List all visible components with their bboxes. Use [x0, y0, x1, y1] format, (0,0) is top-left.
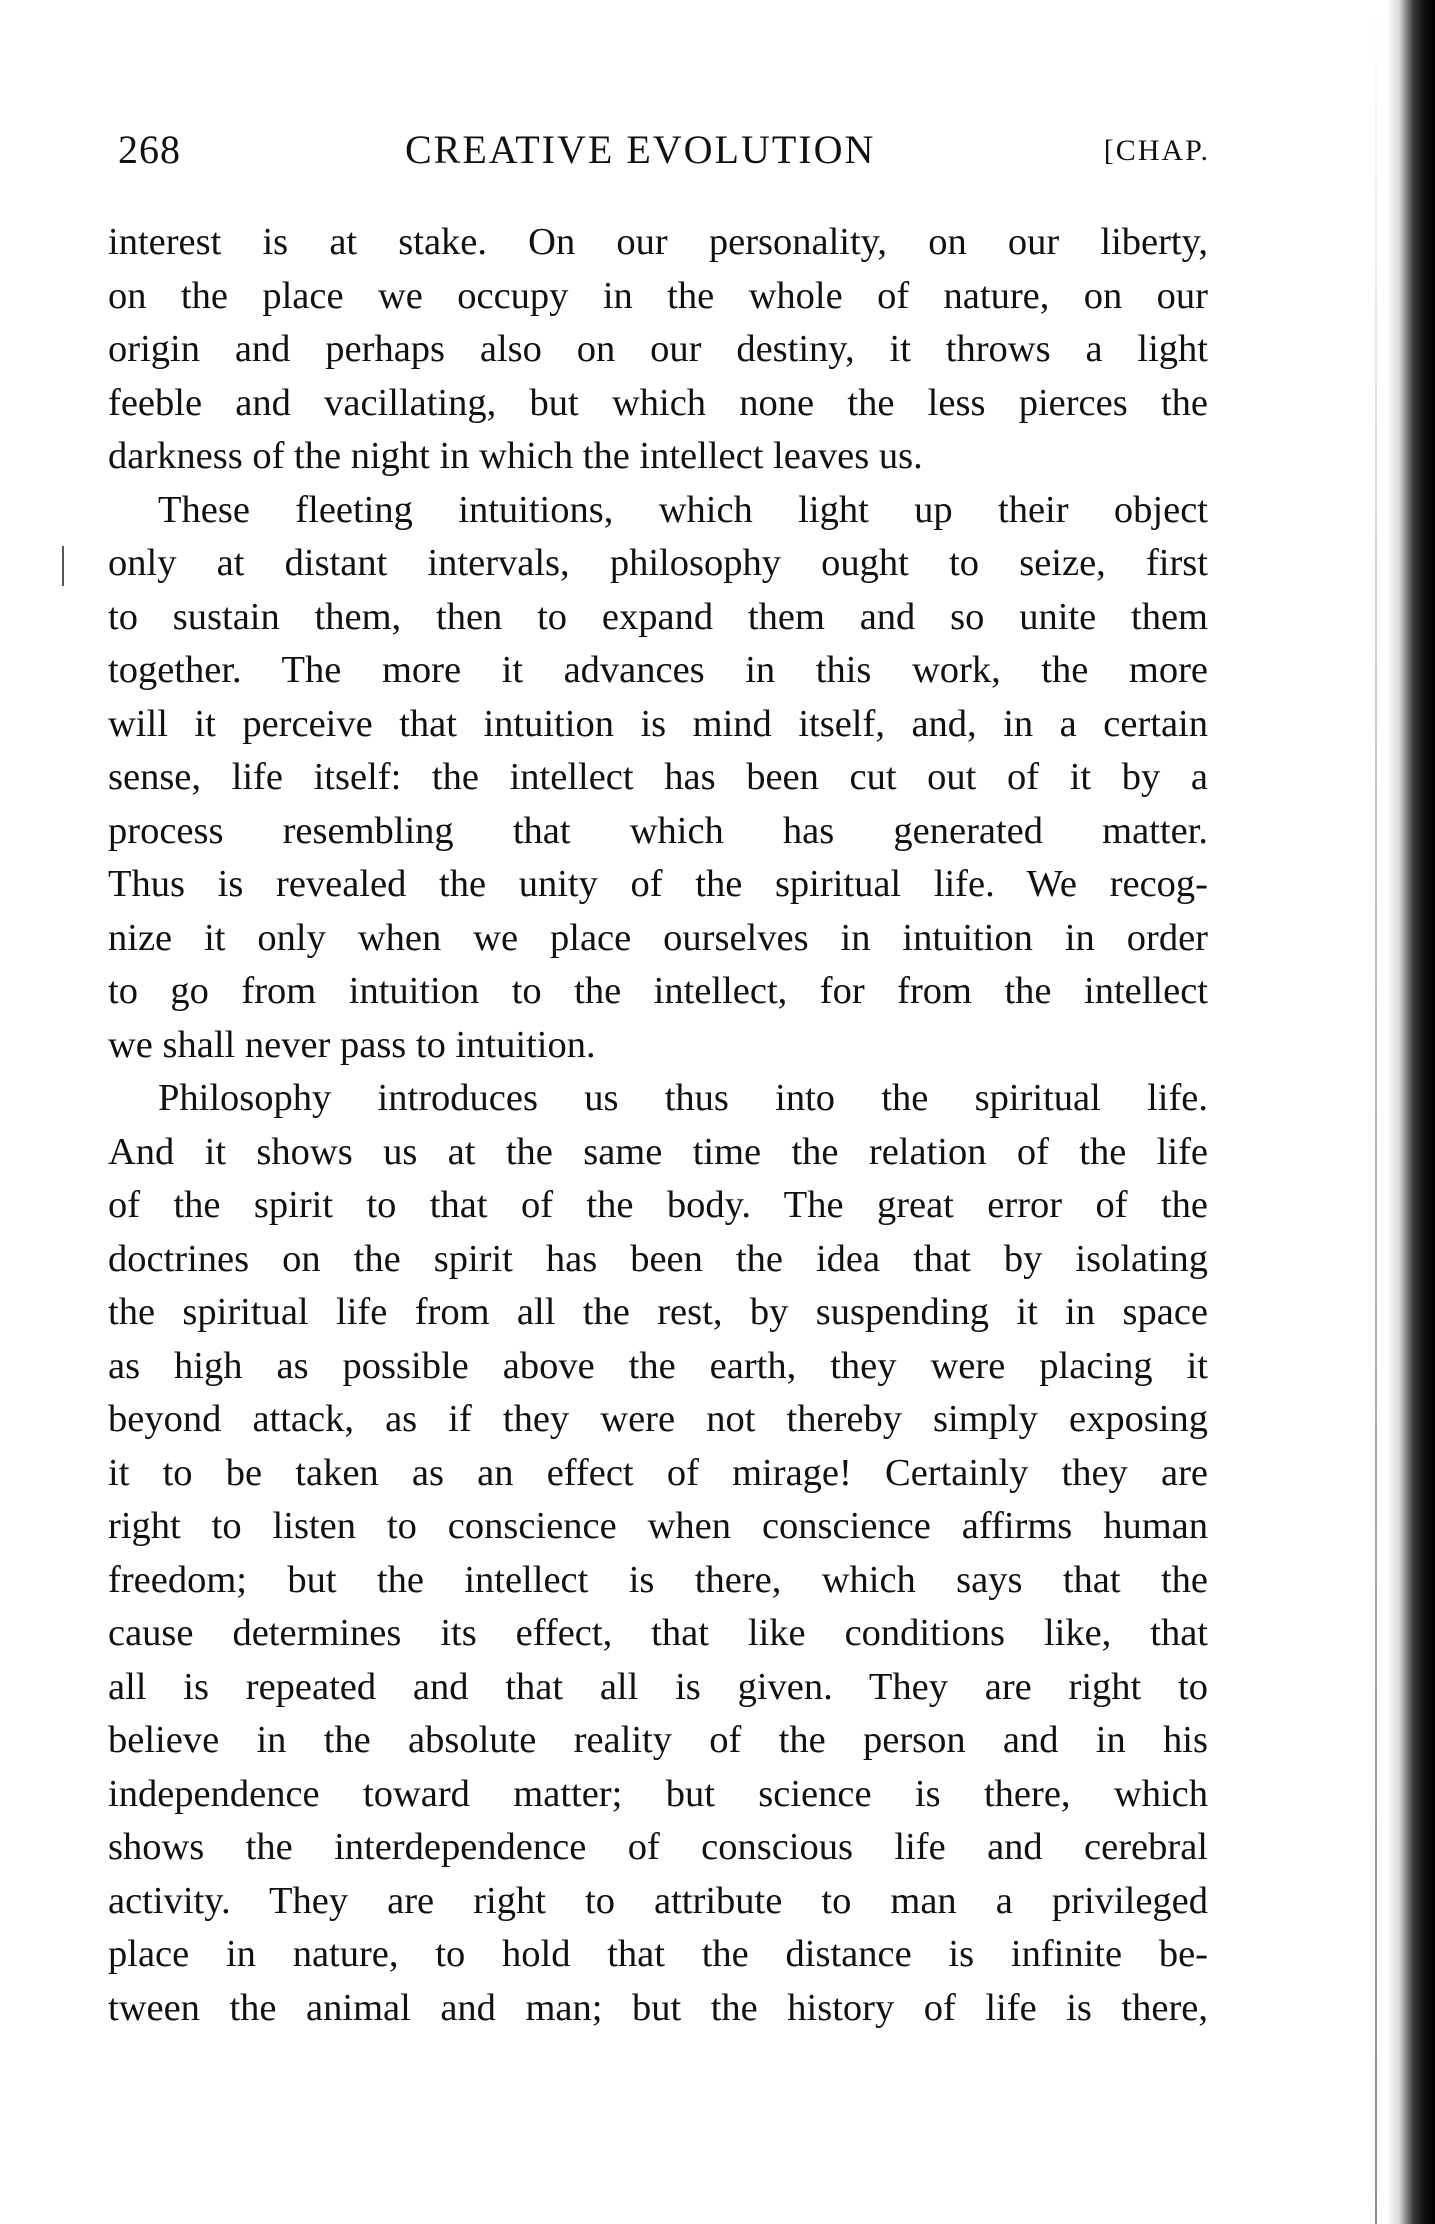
page-gutter-shadow: [1375, 0, 1377, 2224]
text-line: shows the interdependence of conscious life and cerebral: [108, 1826, 1208, 1868]
text-line: of the spirit to that of the body. The great error of the: [108, 1184, 1208, 1226]
text-line: independence toward matter; but science is there, which: [108, 1772, 1208, 1815]
text-line: together. The more it advances in this work, the more: [108, 649, 1208, 691]
text-line: beyond attack, as if they were not thereby simply exposing: [108, 1398, 1208, 1440]
text-line: And it shows us at the same time the relation of the life: [108, 1130, 1208, 1173]
running-header: [118, 126, 1210, 186]
page-number: 268: [118, 127, 181, 172]
text-line: only at distant intervals, philosophy ought to seize, first: [108, 542, 1208, 584]
text-line: process resembling that which has generated matter.: [108, 809, 1208, 852]
text-line: cause determines its effect, that like conditions like, that: [108, 1612, 1208, 1654]
text-line: it to be taken as an effect of mirage! Certainly they are: [108, 1451, 1208, 1494]
text-line: on the place we occupy in the whole of nature, on our: [108, 274, 1208, 317]
text-line: right to listen to conscience when conscience affirms human: [108, 1505, 1208, 1547]
text-line: interest is at stake. On our personality, on our liberty,: [108, 221, 1208, 263]
paragraph-start-line: These fleeting intuitions, which light up their object: [158, 488, 1208, 531]
text-line: Thus is revealed the unity of the spiritual life. We recog-: [108, 863, 1208, 905]
text-line: sense, life itself: the intellect has been cut out of it by a: [108, 756, 1208, 798]
text-line: freedom; but the intellect is there, which says that the: [108, 1558, 1208, 1601]
text-line: doctrines on the spirit has been the idea that by isolating: [108, 1237, 1208, 1280]
book-binding-edge: [1387, 0, 1435, 2224]
chapter-mark: [CHAP.: [1103, 134, 1210, 167]
text-line: darkness of the night in which the intellect leaves us.: [108, 435, 923, 477]
text-line: activity. They are right to attribute to man a privileged: [108, 1879, 1208, 1922]
text-line: will it perceive that intuition is mind itself, and, in a certain: [108, 702, 1208, 745]
text-line: to go from intuition to the intellect, for from the intellect: [108, 970, 1208, 1012]
text-line: as high as possible above the earth, they were placing it: [108, 1344, 1208, 1387]
text-line: the spiritual life from all the rest, by suspending it in space: [108, 1291, 1208, 1333]
text-line: feeble and vacillating, but which none the less pierces the: [108, 381, 1208, 424]
text-line: believe in the absolute reality of the person and in his: [108, 1719, 1208, 1761]
text-line: place in nature, to hold that the distance is infinite be-: [108, 1933, 1208, 1975]
text-line: to sustain them, then to expand them and so unite them: [108, 595, 1208, 638]
paragraph-start-line: Philosophy introduces us thus into the spiritual life.: [158, 1077, 1208, 1119]
text-line: all is repeated and that all is given. They are right to: [108, 1665, 1208, 1708]
running-title: CREATIVE EVOLUTION: [405, 127, 876, 172]
text-line: tween the animal and man; but the history of life is there,: [108, 1986, 1208, 2029]
text-line: we shall never pass to intuition.: [108, 1023, 596, 1066]
text-line: nize it only when we place ourselves in intuition in order: [108, 916, 1208, 959]
body-text: [108, 216, 1208, 2035]
margin-mark: [62, 546, 64, 586]
text-line: origin and perhaps also on our destiny, it throws a light: [108, 328, 1208, 370]
